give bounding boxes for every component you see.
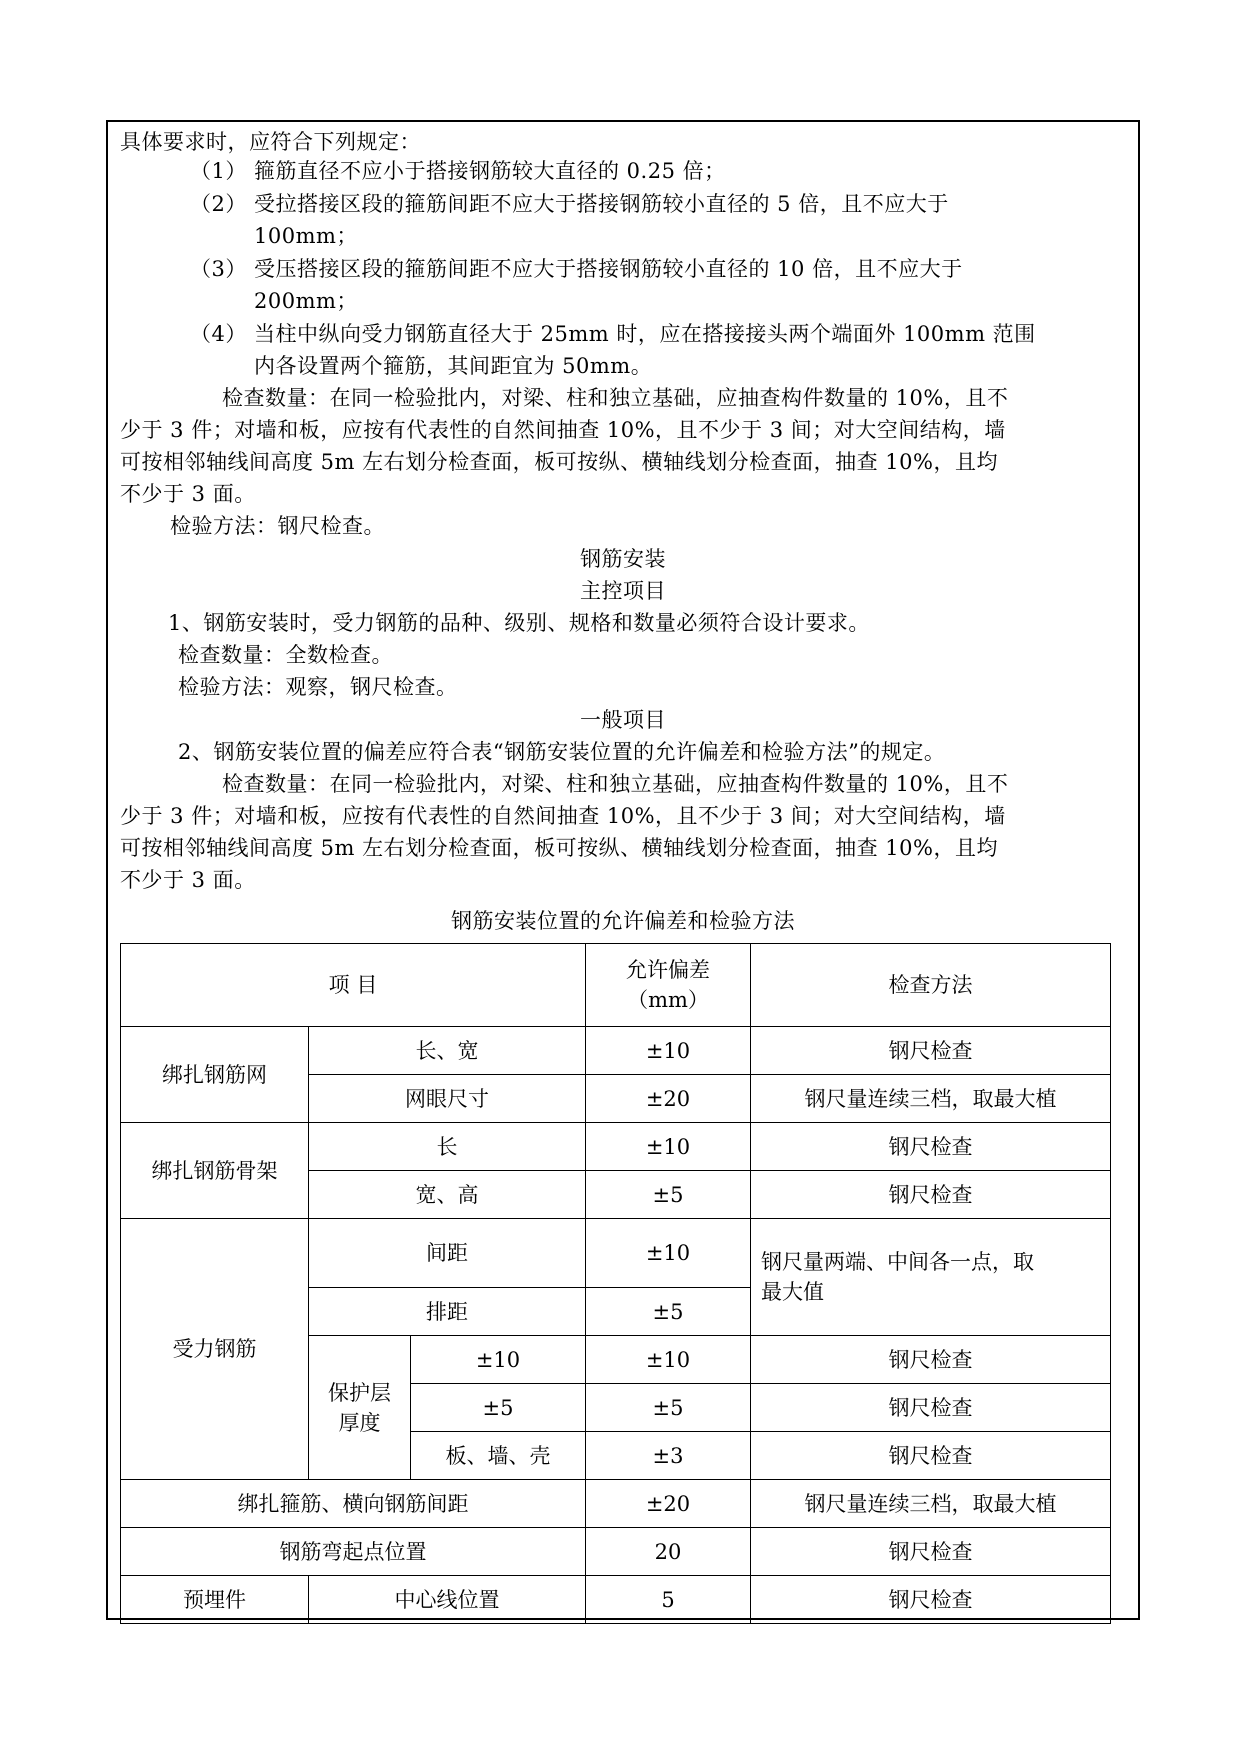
check-quantity-line: 检查数量：在同一检验批内，对梁、柱和独立基础，应抽查构件数量的 10%，且不 xyxy=(222,386,1009,410)
header-method: 检查方法 xyxy=(751,944,1111,1027)
item-number: （2） xyxy=(190,192,247,216)
item-text: 当柱中纵向受力钢筋直径大于 25mm 时，应在搭接接头两个端面外 100mm 范围 xyxy=(254,322,1036,346)
row-item: ±5 xyxy=(411,1384,586,1432)
row-method: 钢尺检查 xyxy=(751,1171,1111,1219)
check-quantity-line: 检查数量：全数检查。 xyxy=(178,643,393,667)
check-quantity-line: 少于 3 件；对墙和板，应按有代表性的自然间抽查 10%，且不少于 3 间；对大空间结构，墙 xyxy=(120,418,1006,442)
row-item: 网眼尺寸 xyxy=(309,1075,586,1123)
intro-line: 具体要求时，应符合下列规定： xyxy=(120,130,421,154)
row-tolerance: ±20 xyxy=(586,1075,751,1123)
check-quantity-line: 检查数量：在同一检验批内，对梁、柱和独立基础，应抽查构件数量的 10%，且不 xyxy=(222,772,1009,796)
check-quantity-line: 少于 3 件；对墙和板，应按有代表性的自然间抽查 10%，且不少于 3 间；对大空间结构，墙 xyxy=(120,804,1006,828)
header-tolerance-unit: （mm） xyxy=(627,988,709,1012)
row-tolerance: ±3 xyxy=(586,1432,751,1480)
row-item: 长 xyxy=(309,1123,586,1171)
general-heading: 一般项目 xyxy=(580,708,666,732)
table-row xyxy=(121,1027,1111,1075)
row-method: 钢尺检查 xyxy=(751,1432,1111,1480)
mesh-label: 绑扎钢筋网 xyxy=(121,1027,309,1123)
list-item xyxy=(190,155,726,187)
table-row xyxy=(121,1219,1111,1288)
row-item: 排距 xyxy=(309,1288,586,1336)
row-method: 钢尺检查 xyxy=(751,1336,1111,1384)
item-text-continued: 内各设置两个箍筋，其间距宜为 50mm。 xyxy=(254,354,653,378)
item-number: （1） xyxy=(190,159,247,183)
item-number: （4） xyxy=(190,322,247,346)
row-tolerance: ±5 xyxy=(586,1171,751,1219)
row-method: 钢尺检查 xyxy=(751,1528,1111,1576)
spacing-method-line: 最大值 xyxy=(761,1280,824,1304)
tolerance-table xyxy=(120,943,1111,1624)
header-item: 项 目 xyxy=(121,944,586,1027)
row-tolerance: ±10 xyxy=(586,1219,751,1288)
check-quantity-line: 可按相邻轴线间高度 5m 左右划分检查面，板可按纵、横轴线划分检查面，抽查 10%，且均 xyxy=(120,836,998,860)
item-text: 受拉搭接区段的箍筋间距不应大于搭接钢筋较小直径的 5 倍，且不应大于 xyxy=(254,192,949,216)
table-row xyxy=(121,1480,1111,1528)
header-tolerance xyxy=(586,944,751,1027)
check-method-line: 检验方法：钢尺检查。 xyxy=(170,514,385,538)
row-tolerance: 5 xyxy=(586,1576,751,1624)
main-control-heading: 主控项目 xyxy=(580,579,666,603)
table-header-row xyxy=(121,944,1111,1027)
row-tolerance: ±10 xyxy=(586,1336,751,1384)
header-tolerance-line: 允许偏差 xyxy=(626,958,710,982)
row-item: 绑扎箍筋、横向钢筋间距 xyxy=(121,1480,586,1528)
row-item: 长、宽 xyxy=(309,1027,586,1075)
row-method: 钢尺检查 xyxy=(751,1123,1111,1171)
table-row xyxy=(121,1528,1111,1576)
cover-label xyxy=(309,1336,411,1480)
table-row xyxy=(121,1123,1111,1171)
item-text: 箍筋直径不应小于搭接钢筋较大直径的 0.25 倍； xyxy=(254,159,726,183)
cover-label-line: 厚度 xyxy=(338,1410,381,1435)
list-item xyxy=(190,318,1036,350)
row-method: 钢尺量连续三档，取最大植 xyxy=(751,1480,1111,1528)
item-text: 受压搭接区段的箍筋间距不应大于搭接钢筋较小直径的 10 倍，且不应大于 xyxy=(254,257,963,281)
check-quantity-line: 可按相邻轴线间高度 5m 左右划分检查面，板可按纵、横轴线划分检查面，抽查 10%，且均 xyxy=(120,450,998,474)
row-tolerance: ±5 xyxy=(586,1288,751,1336)
row-item: 宽、高 xyxy=(309,1171,586,1219)
row-tolerance: 20 xyxy=(586,1528,751,1576)
row-tolerance: ±5 xyxy=(586,1384,751,1432)
check-quantity-line: 不少于 3 面。 xyxy=(120,482,256,506)
spacing-method-line: 钢尺量两端、中间各一点，取 xyxy=(761,1250,1034,1274)
stressed-label: 受力钢筋 xyxy=(121,1219,309,1480)
skeleton-label: 绑扎钢筋骨架 xyxy=(121,1123,309,1219)
list-item xyxy=(190,253,963,285)
list-item xyxy=(190,188,949,220)
table-row xyxy=(121,1576,1111,1624)
row-method: 钢尺检查 xyxy=(751,1576,1111,1624)
spacing-method xyxy=(751,1219,1111,1336)
item-text-continued: 200mm； xyxy=(254,289,358,313)
row-tolerance: ±10 xyxy=(586,1123,751,1171)
general-item: 2、钢筋安装位置的偏差应符合表“钢筋安装位置的允许偏差和检验方法”的规定。 xyxy=(178,740,946,764)
section-title: 钢筋安装 xyxy=(580,547,666,571)
item-number: （3） xyxy=(190,257,247,281)
row-item: 间距 xyxy=(309,1219,586,1288)
row-method: 钢尺检查 xyxy=(751,1027,1111,1075)
row-item: 钢筋弯起点位置 xyxy=(121,1528,586,1576)
row-tolerance: ±10 xyxy=(586,1027,751,1075)
row-item: ±10 xyxy=(411,1336,586,1384)
row-method: 钢尺检查 xyxy=(751,1384,1111,1432)
row-tolerance: ±20 xyxy=(586,1480,751,1528)
check-method-line: 检验方法：观察，钢尺检查。 xyxy=(178,675,458,699)
row-method: 钢尺量连续三档，取最大植 xyxy=(751,1075,1111,1123)
item-text-continued: 100mm； xyxy=(254,224,358,248)
row-item: 中心线位置 xyxy=(309,1576,586,1624)
row-item: 板、墙、壳 xyxy=(411,1432,586,1480)
embedded-label: 预埋件 xyxy=(121,1576,309,1624)
table-caption: 钢筋安装位置的允许偏差和检验方法 xyxy=(451,909,795,933)
main-control-item: 1、钢筋安装时，受力钢筋的品种、级别、规格和数量必须符合设计要求。 xyxy=(168,611,870,635)
cover-label-line: 保护层 xyxy=(328,1380,391,1405)
check-quantity-line: 不少于 3 面。 xyxy=(120,868,256,892)
